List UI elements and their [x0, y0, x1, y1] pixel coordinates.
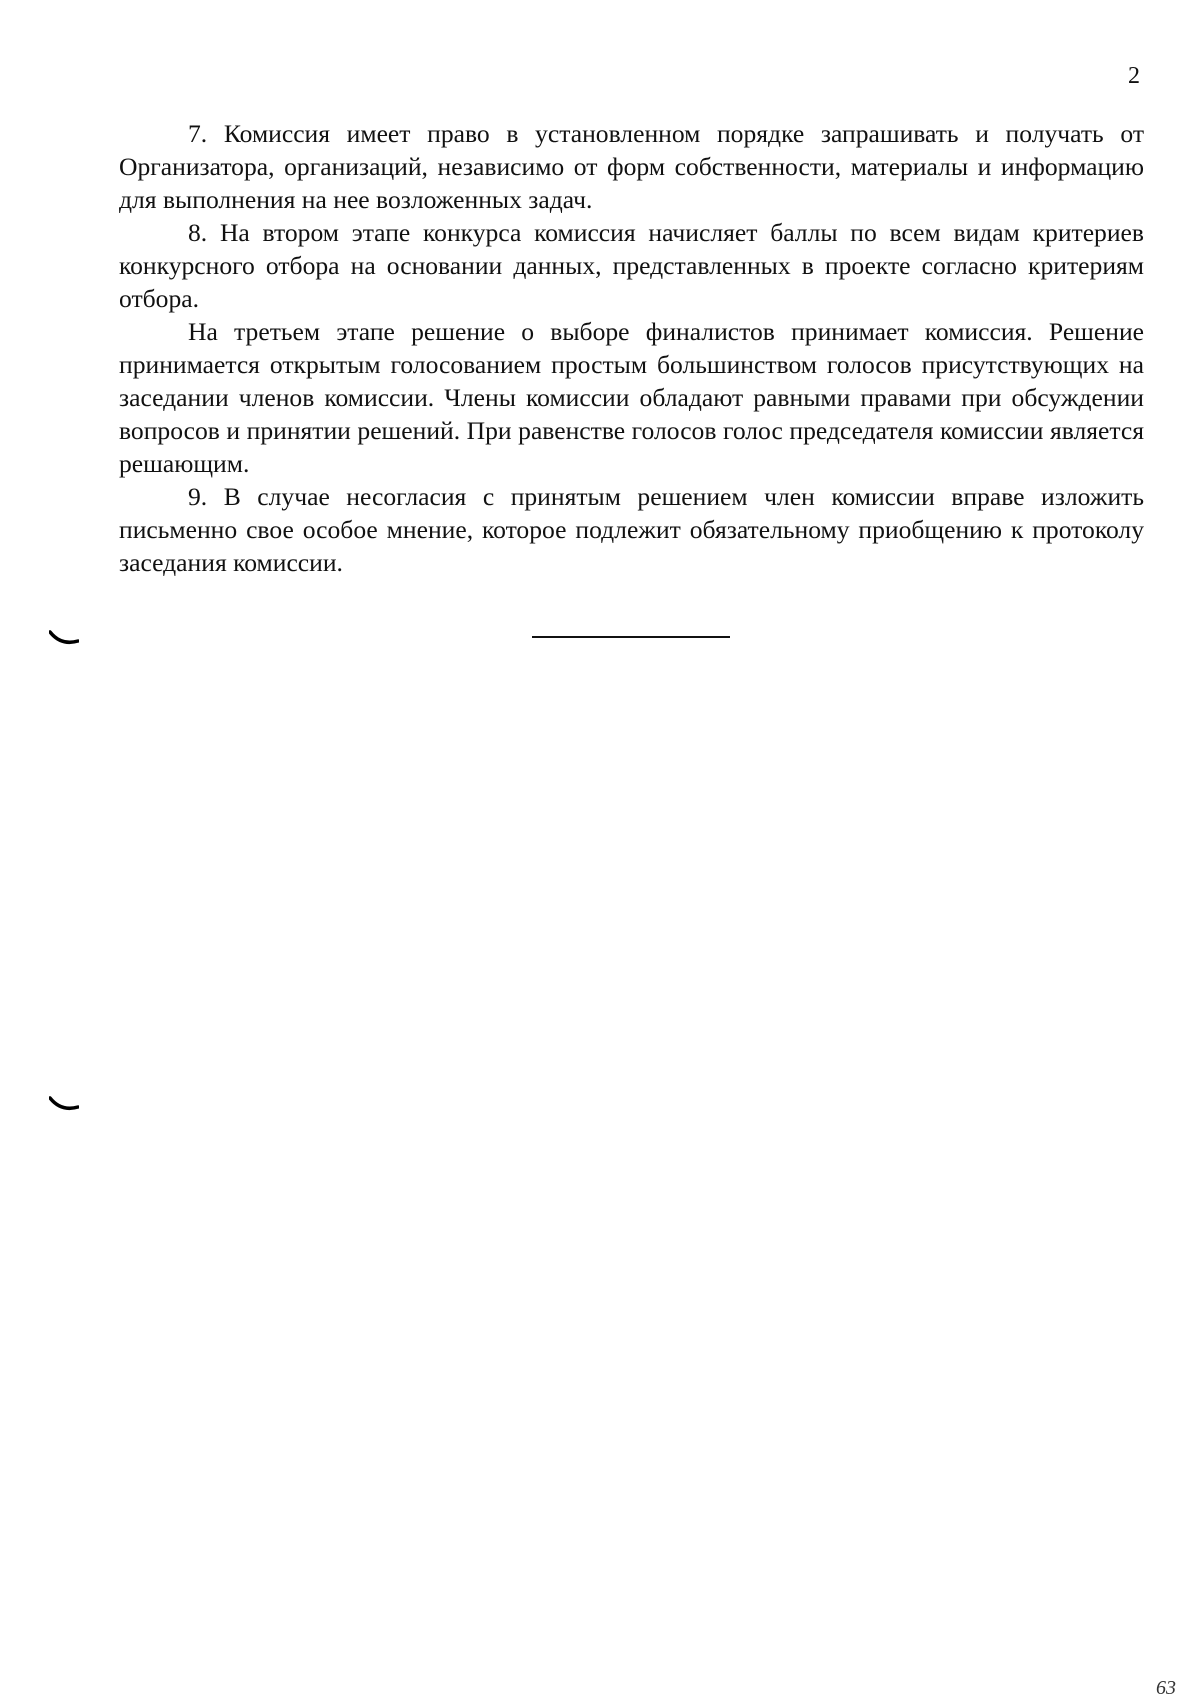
punch-hole-mark-icon: [49, 1096, 79, 1112]
handwritten-sheet-number: 63: [1156, 1677, 1176, 1699]
document-body: [119, 117, 1144, 579]
paragraph-9: 9. В случае несогласия с принятым решением член комиссии вправе изложить письменно свое особое мнение, которое подлежит обязательному приобщению к протоколу заседания комиссии.: [119, 482, 1144, 577]
page-number: 2: [1128, 63, 1140, 89]
paragraph-7: 7. Комиссия имеет право в установленном порядке запрашивать и получать от Организатора, организаций, независимо от форм собственности, материалы и информацию для выполнения на нее возложенных задач.: [119, 119, 1144, 214]
paragraph-third-stage: На третьем этапе решение о выборе финалистов принимает комиссия. Решение принимается открытым голосованием простым большинством голосов присутствующих на заседании членов комиссии. Члены комиссии обладают равными правами при обсуждении вопросов и принятии решений. При равенстве голосов голос председателя комиссии является решающим.: [119, 317, 1144, 478]
end-separator-line: [532, 636, 730, 638]
punch-hole-mark-icon: [49, 630, 79, 646]
paragraph-8: 8. На втором этапе конкурса комиссия начисляет баллы по всем видам критериев конкурсного отбора на основании данных, представленных в проекте согласно критериям отбора.: [119, 218, 1144, 313]
